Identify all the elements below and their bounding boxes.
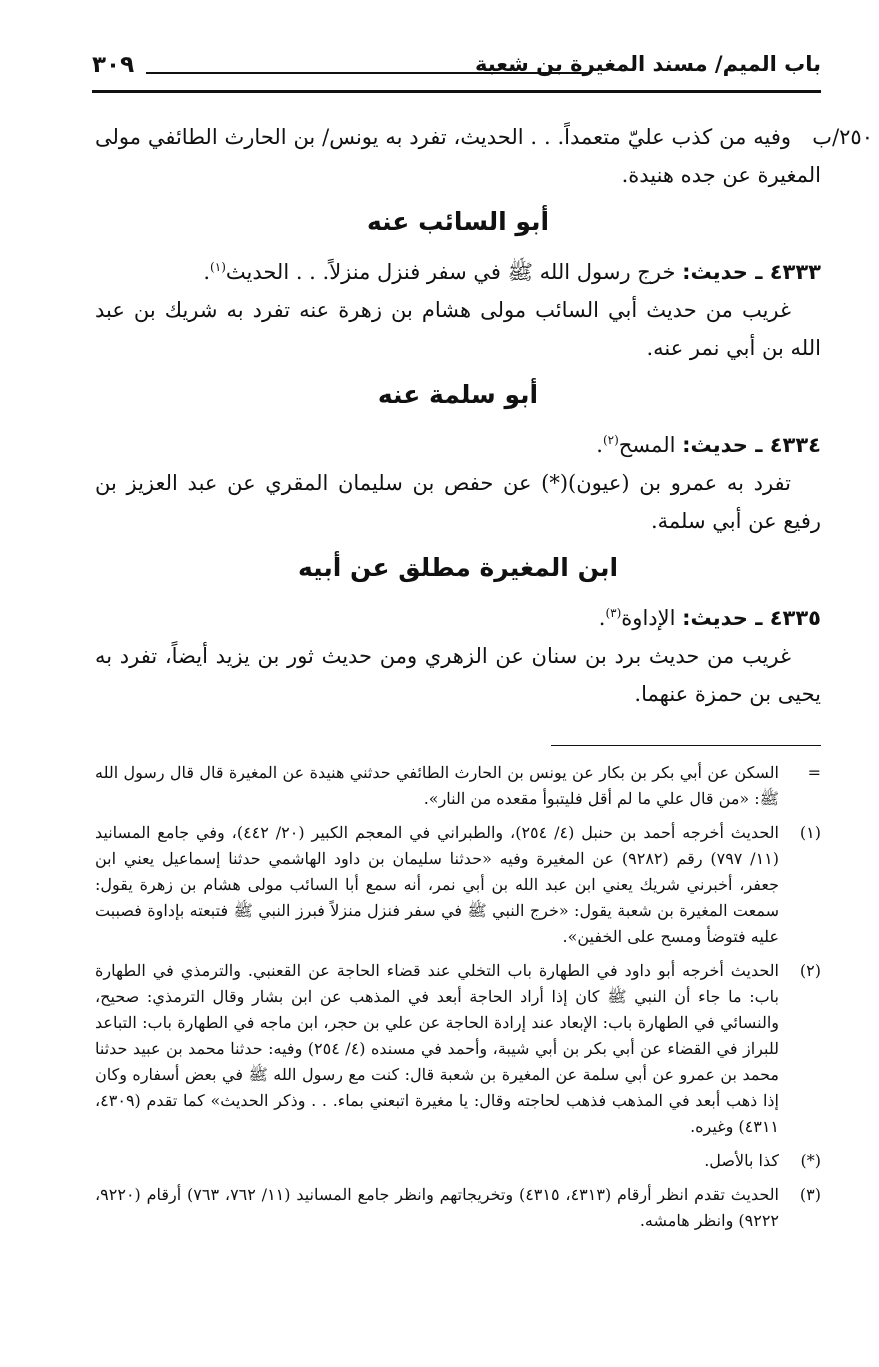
page-number: ٣٠٩ (92, 52, 135, 78)
hadith-text: المسح (618, 433, 676, 457)
hadith-text: خرج رسول الله ﷺ في سفر فنزل منزلاً. . . الحديث (225, 260, 676, 284)
footnote-text: الحديث تقدم انظر أرقام (٤٣١٣، ٤٣١٥) وتخريجاتهم وانظر جامع المسانيد (١١/ ٧٦٢، ٧٦٣) أرقام (٩٢٢٠، ٩٢٢٢) وانظر هامشه. (95, 1185, 780, 1230)
footnote-mark: (*) (800, 1151, 821, 1170)
intro-paragraph: وفيه من كذب عليّ متعمداً. . . الحديث، تفرد به يونس/ بن الحارث الطائفي مولى المغيرة عن جده هنيدة. (95, 125, 821, 187)
commentary-paragraph: غريب من حديث أبي السائب مولى هشام بن زهرة عنه تفرد به شريك بن عبد الله بن أبي نمر عنه. (95, 298, 821, 360)
footnote (95, 760, 821, 812)
commentary-paragraph: تفرد به عمرو بن (عيون)(*) عن حفص بن سليمان المقري عن عبد العزيز بن رفيع عن أبي سلمة. (95, 471, 821, 533)
hadith-entry: ٤٣٣٥ ـ حديث: الإداوة$^{(٣)}$. (598, 606, 821, 630)
footnote-mark: (١) (799, 823, 821, 842)
intro-block (95, 118, 873, 194)
manuscript-folio-mark: ٢٥٠/ب (812, 125, 873, 149)
footnote-mark: (٢) (799, 961, 821, 980)
header-rule (146, 72, 589, 74)
footnote-text: الحديث أخرجه أبو داود في الطهارة باب التخلي عند قضاء الحاجة عن القعنبي. والترمذي في الطهارة باب: ما جاء أن النبي ﷺ كان إذا أراد الحاجة أبعد في المذهب عن ابن بشار وقال الترمذي: صحيح، والنسائي في الطهارة باب: الإبعاد عند إرادة الحاجة عن علي بن حجر، ابن ماجه في الطهارة باب: التباعد للبراز في القضاء عن أبي بكر بن أبي شيبة، وأحمد في مسنده (٤/ ٢٥٤) وفيه: حدثنا محمد بن عبيد حدثنا محمد بن عمرو عن أبي سلمة عن المغيرة بن شعبة قال: كنت مع رسول الله ﷺ في بعض أسفاره وكان إذا ذهب أبعد في المذهب فذهب لحاجته وقال: يا مغيرة اتبعني بماء. . . وذكر الحديث» كما تقدم (٤٣٠٩، ٤٣١١) وغيره. (95, 961, 780, 1136)
footnote-separator (551, 745, 821, 746)
commentary-paragraph: غريب من حديث برد بن سنان عن الزهري ومن حديث ثور بن يزيد أيضاً، تفرد به يحيى بن حمزة عنهما. (95, 644, 821, 706)
footnote-text: الحديث أخرجه أحمد بن حنبل (٤/ ٢٥٤)، والطبراني في المعجم الكبير (٢٠/ ٤٤٢)، وفي جامع المسانيد (١١/ ٧٩٧) رقم (٩٢٨٢) عن المغيرة وفيه «حدثنا سليمان بن داود الهاشمي حدثنا إسماعيل يعني ابن جعفر، أخبرني شريك يعني ابن عبد الله بن أبي نمر، أنه سمع أبا السائب مولى هشام بن زهرة يقول: سمعت المغيرة بن شعبة يقول: «خرج النبي ﷺ في سفر فنزل منزلاً فبرز النبي ﷺ فتبعته بإداوة فصببت عليه فتوضأ ومسح على الخفين». (95, 823, 779, 946)
footnote (95, 1148, 821, 1174)
footnote-text: كذا بالأصل. (704, 1151, 779, 1170)
main-text (95, 118, 873, 713)
hadith-number: ٤٣٣٣ ـ حديث: (682, 260, 821, 284)
footnote (95, 820, 821, 950)
hadith-entry: ٤٣٣٣ ـ حديث: خرج رسول الله ﷺ في سفر فنزل منزلاً. . . الحديث$^{(١)}$. (203, 260, 821, 284)
hadith-number: ٤٣٣٤ ـ حديث: (682, 433, 821, 457)
hadith-text: الإداوة (621, 606, 676, 630)
footnote (95, 958, 821, 1140)
footnote-ref: (٣) (605, 606, 622, 620)
running-title: باب الميم/ مسند المغيرة بن شعبة (474, 52, 821, 76)
hadith-entry: ٤٣٣٤ ـ حديث: المسح$^{(٢)}$. (596, 433, 821, 457)
footnote (95, 1182, 821, 1234)
running-header (92, 44, 821, 96)
footnote-mark: = (807, 763, 821, 782)
footnote-ref: (١) (210, 260, 226, 274)
section-heading: أبو السائب عنه (366, 207, 550, 236)
section-heading: ابن المغيرة مطلق عن أبيه (297, 553, 619, 582)
footnotes (95, 760, 821, 1242)
section-heading: أبو سلمة عنه (377, 380, 539, 409)
footnote-text: السكن عن أبي بكر بن بكار عن يونس بن الحارث الطائفي حدثني هنيدة عن المغيرة قال قال رسول الله ﷺ: «من قال علي ما لم أقل فليتبوأ مقعده من النار». (95, 763, 779, 808)
header-divider (92, 90, 821, 93)
footnote-ref: (٢) (602, 433, 619, 447)
hadith-number: ٤٣٣٥ ـ حديث: (682, 606, 821, 630)
footnote-mark: (٣) (799, 1185, 821, 1204)
